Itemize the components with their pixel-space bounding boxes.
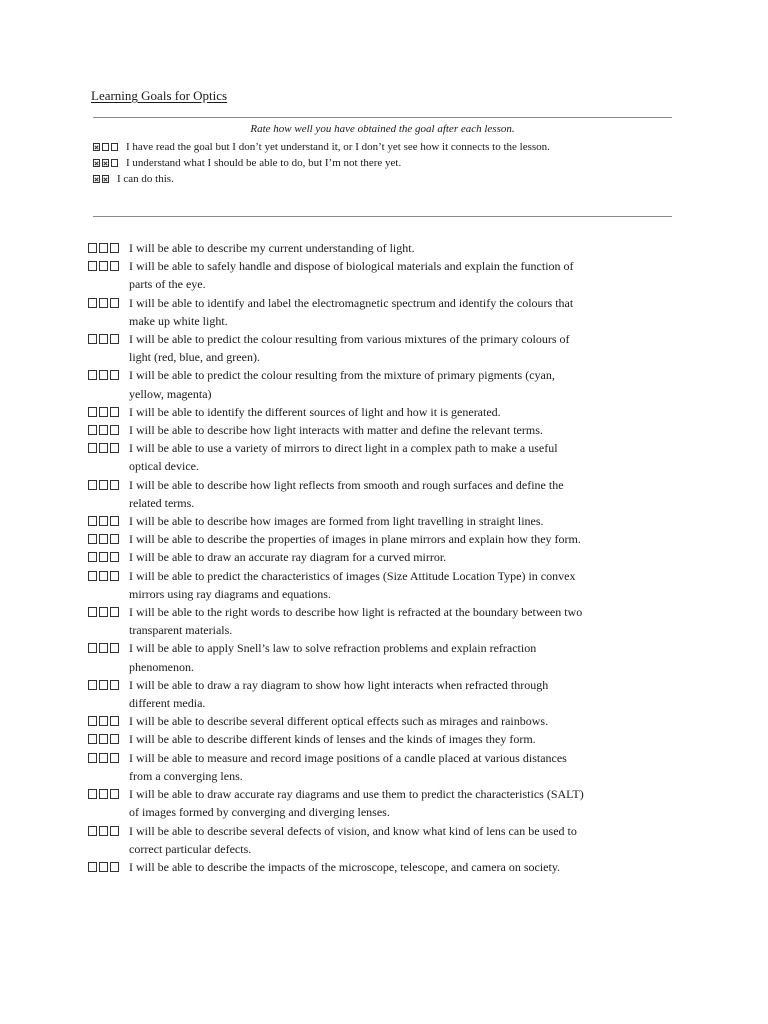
learning-goal-line: I will be able to describe how light interacts with matter and define the relevant terms. [129,423,543,438]
rating-checkbox[interactable] [99,826,108,836]
rating-checkbox[interactable] [110,407,119,417]
learning-goal-line: I will be able to describe how images are formed from light travelling in straight lines. [129,514,544,529]
learning-goal-item [88,858,678,876]
learning-goal-line: I will be able to describe the impacts of the microscope, telescope, and camera on society. [129,859,561,874]
learning-goal-line: I will be able to apply Snell’s law to solve refraction problems and explain refraction [129,641,537,656]
rating-checkbox[interactable] [110,334,119,344]
learning-goal-line: different media. [129,696,206,711]
learning-goal-item [88,421,678,439]
learning-goal-text [129,822,678,858]
rating-checkbox[interactable] [99,370,108,380]
learning-goal-line: I will be able to describe different kinds of lenses and the kinds of images they form. [129,732,536,747]
rating-boxes [93,159,118,167]
page-title: Learning Goals for Optics [91,88,228,103]
learning-goal-item [88,403,678,421]
rating-checkbox[interactable] [110,480,119,490]
rating-checkbox[interactable] [99,298,108,308]
rating-checkbox[interactable] [88,334,97,344]
learning-goal-line: I will be able to measure and record image positions of a candle placed at various distances [129,750,567,765]
checked-box-icon [102,175,109,183]
learning-goal-line: I will be able to describe my current understanding of light. [129,241,415,255]
learning-goal-line: transparent materials. [129,623,233,638]
learning-goal-item [88,749,678,785]
learning-goal-line: mirrors using ray diagrams and equations. [129,586,331,601]
learning-goal-item [88,712,678,730]
rating-checkbox[interactable] [88,571,97,581]
learning-goal-item [88,603,678,639]
rating-checkbox-group [88,552,119,562]
rating-checkbox[interactable] [88,789,97,799]
rating-level-1 [93,139,672,155]
learning-goal-line: light (red, blue, and green). [129,350,260,365]
rating-checkbox[interactable] [99,789,108,799]
learning-goal-line: optical device. [129,459,199,474]
rating-checkbox-group [88,643,119,653]
rating-level-text: I understand what I should be able to do, but I’m not there yet. [126,157,402,169]
rating-checkbox[interactable] [110,370,119,380]
rating-checkbox[interactable] [110,826,119,836]
bottom-divider [93,216,672,217]
learning-goal-text [129,439,678,475]
learning-goal-line: of images formed by converging and diverging lenses. [129,805,390,820]
learning-goal-line: I will be able to draw accurate ray diagrams and use them to predict the characteristics (SALT) [129,787,584,802]
rating-checkbox[interactable] [99,552,108,562]
rating-checkbox[interactable] [99,480,108,490]
rating-checkbox[interactable] [99,571,108,581]
rating-checkbox[interactable] [88,370,97,380]
learning-goal-text [129,567,678,603]
learning-goal-item [88,330,678,366]
checked-box-icon [102,159,109,167]
rating-checkbox[interactable] [99,516,108,526]
rating-checkbox[interactable] [110,716,119,726]
learning-goal-item [88,476,678,512]
rating-checkbox[interactable] [99,753,108,763]
top-divider [93,117,672,118]
rating-checkbox[interactable] [99,862,108,872]
learning-goal-item [88,439,678,475]
learning-goal-line: parts of the eye. [129,277,206,292]
empty-box-icon [111,159,118,167]
learning-goal-text [129,403,678,421]
rating-checkbox-group [88,243,119,253]
rating-checkbox[interactable] [110,243,119,253]
learning-goal-text [129,603,678,639]
learning-goal-text [129,512,678,530]
rating-checkbox[interactable] [88,480,97,490]
learning-goal-text [129,294,678,330]
rating-checkbox[interactable] [110,552,119,562]
rating-checkbox[interactable] [99,716,108,726]
learning-goal-text [129,257,678,293]
learning-goal-item [88,548,678,566]
learning-goal-item [88,257,678,293]
learning-goal-line: I will be able to draw a ray diagram to show how light interacts when refracted through [129,677,549,692]
rating-checkbox[interactable] [110,862,119,872]
learning-goal-line: I will be able to identify the different sources of light and how it is generated. [129,404,501,419]
rating-checkbox-group [88,571,119,581]
rating-checkbox[interactable] [110,789,119,799]
learning-goal-text [129,730,678,748]
learning-goal-line: I will be able to describe the properties of images in plane mirrors and explain how they form. [129,532,581,547]
rating-checkbox-group [88,516,119,526]
rating-checkbox[interactable] [99,534,108,544]
learning-goal-line: phenomenon. [129,659,194,674]
learning-goal-item [88,512,678,530]
checked-box-icon [93,143,100,151]
rating-checkbox-group [88,370,119,380]
rating-checkbox-group [88,862,119,872]
learning-goal-line: from a converging lens. [129,768,243,783]
rating-checkbox[interactable] [88,298,97,308]
rating-checkbox[interactable] [99,334,108,344]
rating-level-3 [93,171,672,187]
learning-goal-text [129,366,678,402]
rating-boxes [93,143,118,151]
rating-checkbox-group [88,680,119,690]
rating-scale-legend [93,139,672,187]
rating-checkbox[interactable] [99,407,108,417]
rating-checkbox-group [88,753,119,763]
rating-checkbox[interactable] [88,261,97,271]
rating-checkbox-group [88,407,119,417]
rating-boxes [93,175,109,183]
learning-goal-line: correct particular defects. [129,841,252,856]
rating-checkbox[interactable] [99,261,108,271]
rating-checkbox[interactable] [88,443,97,453]
rating-checkbox[interactable] [88,425,97,435]
learning-goal-line: related terms. [129,495,195,510]
learning-goal-line: make up white light. [129,313,228,328]
rating-checkbox[interactable] [88,552,97,562]
learning-goal-text [129,530,678,548]
rating-checkbox-group [88,261,119,271]
rating-checkbox[interactable] [88,407,97,417]
learning-goal-item [88,567,678,603]
rating-checkbox[interactable] [99,643,108,653]
empty-box-icon [102,143,109,151]
rating-checkbox[interactable] [88,716,97,726]
learning-goal-text [129,785,678,821]
rating-checkbox[interactable] [99,607,108,617]
rating-checkbox[interactable] [99,243,108,253]
rating-checkbox[interactable] [110,734,119,744]
rating-checkbox[interactable] [110,607,119,617]
checked-box-icon [93,159,100,167]
rating-checkbox[interactable] [88,643,97,653]
rating-checkbox-group [88,425,119,435]
learning-goal-text [129,239,678,257]
learning-goal-item [88,366,678,402]
rating-checkbox[interactable] [88,680,97,690]
rating-checkbox[interactable] [110,571,119,581]
rating-checkbox[interactable] [88,734,97,744]
rating-scale-heading: Rate how well you have obtained the goal after each lesson. [250,123,515,135]
rating-checkbox-group [88,480,119,490]
rating-checkbox[interactable] [88,862,97,872]
rating-checkbox-group [88,607,119,617]
learning-goal-line: I will be able to describe how light reflects from smooth and rough surfaces and define the [129,477,564,492]
rating-checkbox[interactable] [99,425,108,435]
rating-checkbox[interactable] [110,261,119,271]
empty-box-icon [111,143,118,151]
rating-checkbox[interactable] [110,298,119,308]
learning-goal-text [129,749,678,785]
learning-goal-item [88,730,678,748]
learning-goal-item [88,676,678,712]
learning-goal-text [129,476,678,512]
rating-level-text: I can do this. [117,173,174,185]
rating-checkbox-group [88,334,119,344]
learning-goal-line: I will be able to draw an accurate ray diagram for a curved mirror. [129,550,447,565]
learning-goal-line: I will be able to safely handle and dispose of biological materials and explain the function of [129,259,574,274]
rating-checkbox[interactable] [110,753,119,763]
learning-goal-line: I will be able to describe several defects of vision, and know what kind of lens can be used to [129,823,577,838]
rating-checkbox[interactable] [110,443,119,453]
learning-goal-line: I will be able to predict the characteristics of images (Size Attitude Location Type) in convex [129,568,576,583]
learning-goal-item [88,785,678,821]
rating-checkbox[interactable] [88,753,97,763]
rating-checkbox[interactable] [88,243,97,253]
rating-level-2 [93,155,672,171]
learning-goals-list [88,239,678,876]
learning-goal-line: I will be able to use a variety of mirrors to direct light in a complex path to make a useful [129,441,558,456]
rating-checkbox[interactable] [110,516,119,526]
rating-checkbox-group [88,443,119,453]
rating-checkbox[interactable] [88,826,97,836]
rating-checkbox[interactable] [99,734,108,744]
rating-checkbox-group [88,298,119,308]
learning-goal-text [129,676,678,712]
rating-checkbox[interactable] [88,534,97,544]
learning-goal-item [88,530,678,548]
rating-checkbox[interactable] [110,534,119,544]
learning-goal-line: I will be able to describe several different optical effects such as mirages and rainbows. [129,714,549,729]
rating-checkbox-group [88,826,119,836]
checked-box-icon [93,175,100,183]
learning-goal-line: yellow, magenta) [129,386,212,401]
learning-goal-text [129,330,678,366]
learning-goal-text [129,548,678,566]
learning-goal-item [88,239,678,257]
rating-checkbox[interactable] [99,443,108,453]
rating-checkbox[interactable] [110,425,119,435]
learning-goal-text [129,639,678,675]
rating-checkbox[interactable] [88,607,97,617]
learning-goal-item [88,294,678,330]
rating-checkbox-group [88,734,119,744]
learning-goal-line: I will be able to identify and label the electromagnetic spectrum and identify the colours that [129,295,574,310]
rating-checkbox[interactable] [88,516,97,526]
learning-goal-line: I will be able to predict the colour resulting from the mixture of primary pigments (cyan, [129,368,555,383]
learning-goal-line: I will be able to the right words to describe how light is refracted at the boundary between two [129,605,583,620]
learning-goal-item [88,639,678,675]
learning-goal-line: I will be able to predict the colour resulting from various mixtures of the primary colours of [129,332,570,347]
rating-checkbox-group [88,789,119,799]
rating-checkbox-group [88,534,119,544]
rating-level-text: I have read the goal but I don’t yet understand it, or I don’t yet see how it connects to the lesson. [126,141,550,153]
learning-goal-text [129,858,678,876]
rating-checkbox[interactable] [110,680,119,690]
learning-goal-text [129,421,678,439]
rating-checkbox[interactable] [99,680,108,690]
rating-checkbox-group [88,716,119,726]
rating-checkbox[interactable] [110,643,119,653]
learning-goal-text [129,712,678,730]
learning-goal-item [88,822,678,858]
